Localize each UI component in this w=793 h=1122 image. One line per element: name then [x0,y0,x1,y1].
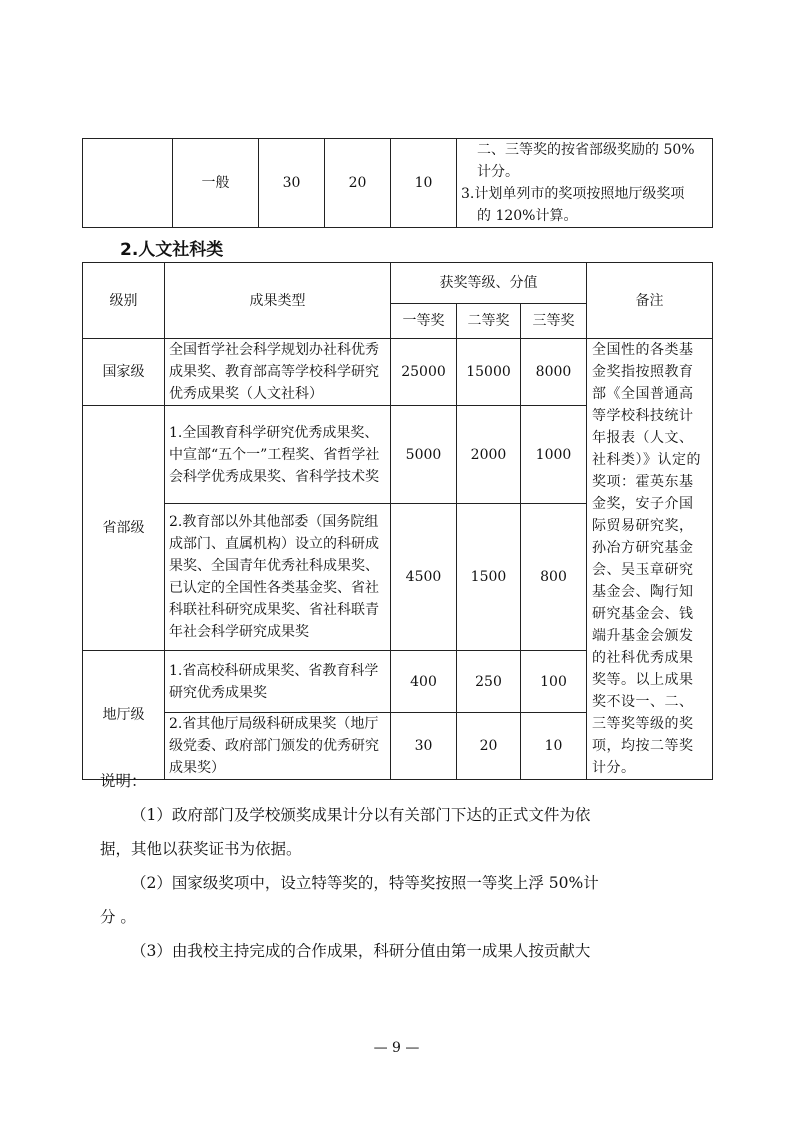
section-heading: 2.人文社科类 [120,240,224,260]
header-type: 成果类型 [165,263,391,339]
type-cell: 全国哲学社会科学规划办社科优秀成果奖、教育部高等学校科学研究优秀成果奖（人文社科） [165,339,391,406]
header-remark: 备注 [587,263,713,339]
table-row [83,339,713,406]
note-item-3: （3）由我校主持完成的合作成果，科研分值由第一成果人按贡献大 [131,942,591,960]
note-item-1: （1）政府部门及学校颁奖成果计分以有关部门下达的正式文件为依 [131,806,591,824]
type-cell: 2.省其他厅局级科研成果奖（地厅级党委、政府部门颁发的优秀研究成果奖） [165,713,391,780]
second-prize-cell: 20 [457,713,521,780]
header-row [83,263,713,304]
header-first: 一等奖 [391,304,457,339]
remark-line: 的 120%计算。 [477,208,578,224]
header-third: 三等奖 [521,304,587,339]
first-prize-cell: 400 [391,651,457,713]
third-prize-cell: 1000 [521,406,587,504]
level-prefectural: 地厅级 [83,651,165,780]
second-prize-cell: 20 [325,139,391,228]
header-grade-group: 获奖等级、分值 [391,263,587,304]
first-prize-cell: 30 [259,139,325,228]
type-cell: 1.全国教育科学研究优秀成果奖、中宣部“五个一”工程奖、省哲学社会科学优秀成果奖、省科学技术奖 [165,406,391,504]
remark-line: 计分。 [477,164,519,180]
remark-cell [457,139,713,228]
second-prize-cell: 2000 [457,406,521,504]
notes-title: 说明： [100,772,147,790]
type-cell: 一般 [173,139,259,228]
remark-cell: 全国性的各类基金奖指按照教育部《全国普通高等学校科技统计年报表（人文、社科类）》认定的奖项：霍英东基金奖，安子介国际贸易研究奖，孙冶方研究基金会、吴玉章研究基金会、陶行知研究基金会、钱端升基金会颁发的社科优秀成果奖等。以上成果奖不设一、二、三等奖等级的奖项，均按二等奖计分。 [587,339,713,780]
notes-section [100,764,710,968]
third-prize-cell: 8000 [521,339,587,406]
remark-line: 3.计划单列市的奖项按照地厅级奖项 [461,186,685,202]
note-item-1-continuation: 据，其他以获奖证书为依据。 [100,840,302,858]
remark-line: 二、三等奖的按省部级奖励的 50% [477,142,695,158]
page-number: — 9 — [373,1040,420,1056]
level-cell [83,139,173,228]
third-prize-cell: 100 [521,651,587,713]
third-prize-cell: 10 [391,139,457,228]
type-cell: 1.省高校科研成果奖、省教育科学研究优秀成果奖 [165,651,391,713]
level-national: 国家级 [83,339,165,406]
type-cell: 2.教育部以外其他部委（国务院组成部门、直属机构）设立的科研成果奖、全国青年优秀社科成果奖、已认定的全国性各类基金奖、省社科联社科研究成果奖、省社科联青年社会科学研究成果奖 [165,504,391,651]
second-prize-cell: 250 [457,651,521,713]
second-prize-cell: 15000 [457,339,521,406]
first-prize-cell: 30 [391,713,457,780]
third-prize-cell: 800 [521,504,587,651]
table-row [83,139,713,228]
first-prize-cell: 25000 [391,339,457,406]
note-item-2-continuation: 分 。 [100,908,136,926]
top-table-continuation [82,138,713,228]
third-prize-cell: 10 [521,713,587,780]
header-second: 二等奖 [457,304,521,339]
note-item-2: （2）国家级奖项中，设立特等奖的，特等奖按照一等奖上浮 50%计 [131,874,599,892]
first-prize-cell: 4500 [391,504,457,651]
second-prize-cell: 1500 [457,504,521,651]
header-level: 级别 [83,263,165,339]
level-provincial: 省部级 [83,406,165,651]
award-score-table [82,262,713,780]
first-prize-cell: 5000 [391,406,457,504]
